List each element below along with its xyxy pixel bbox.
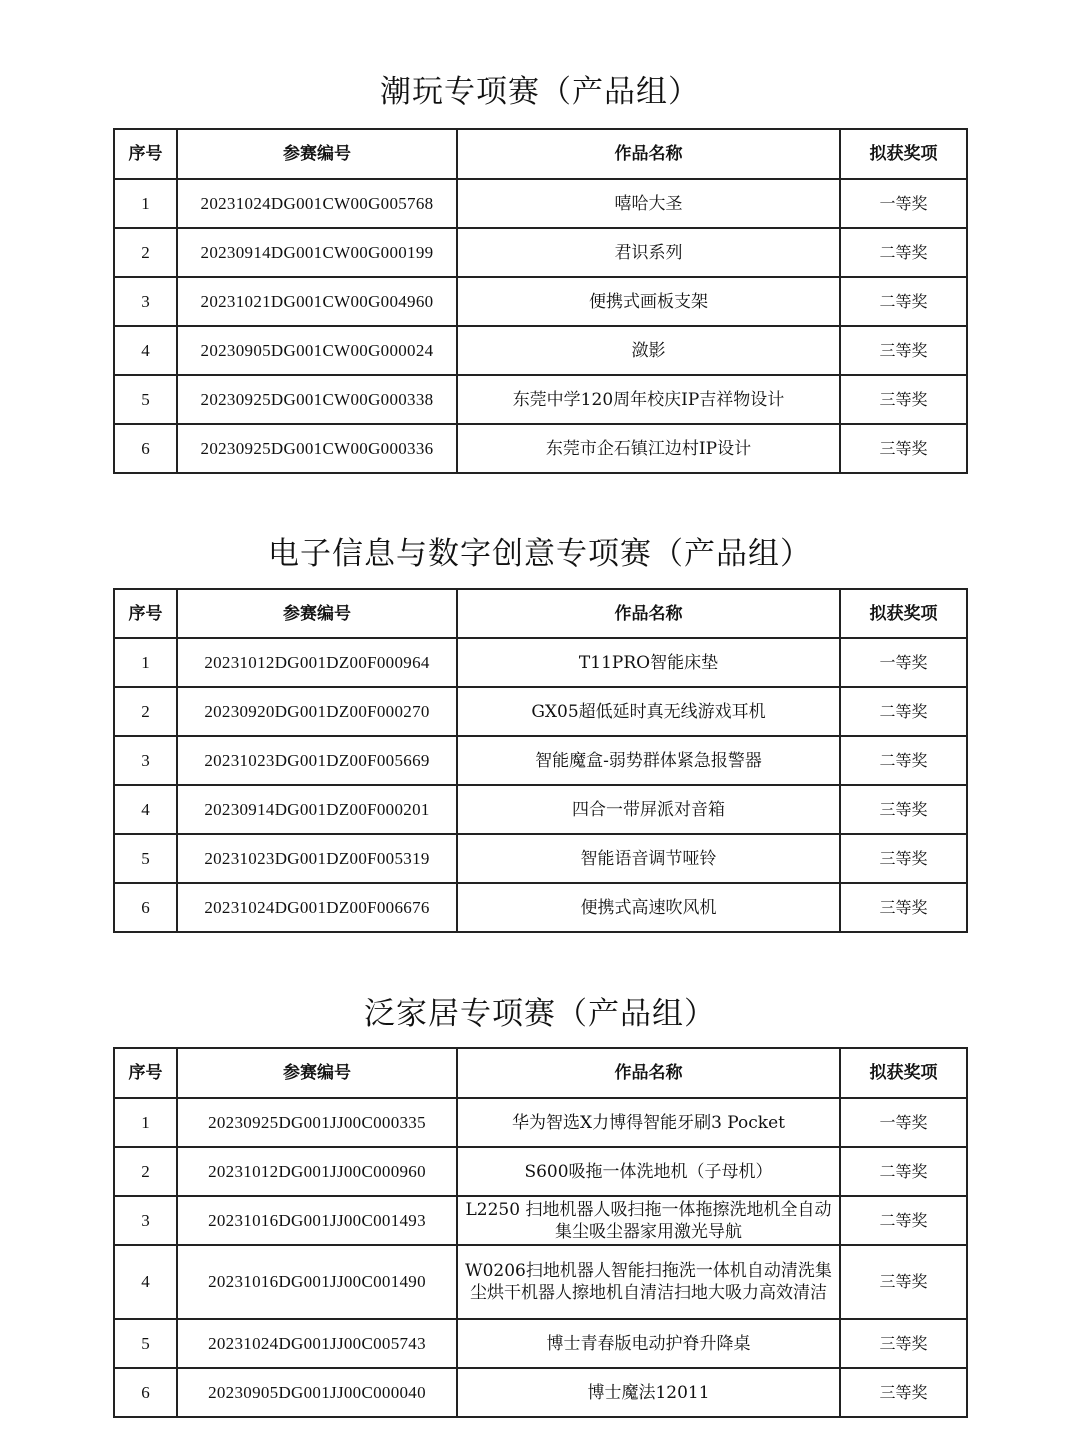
table-header-row: [114, 129, 967, 179]
row-code: 20230905DG001JJ00C000040: [177, 1368, 457, 1417]
table-row: [114, 834, 967, 883]
section-dianzi: [0, 532, 1080, 576]
award-table-dianzi: [113, 588, 968, 933]
table-row: [114, 1147, 967, 1196]
header-code: 参赛编号: [177, 589, 457, 638]
table-header-row: [114, 1048, 967, 1098]
row-award: 三等奖: [840, 1319, 967, 1368]
header-name: 作品名称: [457, 129, 840, 179]
row-award: 三等奖: [840, 375, 967, 424]
row-award: 二等奖: [840, 277, 967, 326]
section-title: 潮玩专项赛（产品组）: [380, 74, 700, 110]
table-header-row: [114, 589, 967, 638]
section-chaowan: [0, 70, 1080, 114]
row-name: 潋影: [457, 326, 840, 375]
section-title: 泛家居专项赛（产品组）: [364, 996, 716, 1032]
table-row: [114, 228, 967, 277]
row-code: 20231023DG001DZ00F005319: [177, 834, 457, 883]
row-award: 三等奖: [840, 883, 967, 932]
row-index: 2: [114, 687, 177, 736]
award-table-chaowan: [113, 128, 968, 474]
table-row: [114, 1196, 967, 1245]
row-index: 4: [114, 785, 177, 834]
row-index: 2: [114, 1147, 177, 1196]
row-code: 20230914DG001CW00G000199: [177, 228, 457, 277]
row-index: 6: [114, 424, 177, 473]
row-award: 一等奖: [840, 638, 967, 687]
table-row: [114, 883, 967, 932]
row-index: 3: [114, 736, 177, 785]
row-index: 2: [114, 228, 177, 277]
table-row: [114, 785, 967, 834]
row-code: 20231024DG001CW00G005768: [177, 179, 457, 228]
row-name: 便携式高速吹风机: [457, 883, 840, 932]
table-row: [114, 1245, 967, 1319]
row-award: 三等奖: [840, 326, 967, 375]
row-code: 20230925DG001JJ00C000335: [177, 1098, 457, 1147]
row-code: 20231012DG001DZ00F000964: [177, 638, 457, 687]
row-code: 20231016DG001JJ00C001490: [177, 1245, 457, 1319]
row-code: 20230920DG001DZ00F000270: [177, 687, 457, 736]
row-index: 1: [114, 638, 177, 687]
row-code: 20231023DG001DZ00F005669: [177, 736, 457, 785]
row-award: 三等奖: [840, 1245, 967, 1319]
row-award: 三等奖: [840, 424, 967, 473]
row-index: 3: [114, 277, 177, 326]
row-award: 一等奖: [840, 1098, 967, 1147]
row-name: 君识系列: [457, 228, 840, 277]
table-row: [114, 1368, 967, 1417]
table-row: [114, 736, 967, 785]
row-index: 1: [114, 1098, 177, 1147]
row-code: 20231024DG001JJ00C005743: [177, 1319, 457, 1368]
row-name: W0206扫地机器人智能扫拖洗一体机自动清洗集尘烘干机器人擦地机自清洁扫地大吸力高效清洁: [457, 1245, 840, 1319]
table-row: [114, 375, 967, 424]
row-award: 三等奖: [840, 834, 967, 883]
row-index: 4: [114, 326, 177, 375]
header-index: 序号: [114, 1048, 177, 1098]
row-name: S600吸拖一体洗地机（子母机）: [457, 1147, 840, 1196]
row-award: 二等奖: [840, 228, 967, 277]
row-index: 6: [114, 1368, 177, 1417]
row-code: 20231024DG001DZ00F006676: [177, 883, 457, 932]
row-name: 博士魔法12011: [457, 1368, 840, 1417]
row-code: 20231021DG001CW00G004960: [177, 277, 457, 326]
row-award: 三等奖: [840, 785, 967, 834]
row-code: 20231016DG001JJ00C001493: [177, 1196, 457, 1245]
row-award: 二等奖: [840, 687, 967, 736]
table-row: [114, 179, 967, 228]
row-index: 1: [114, 179, 177, 228]
row-code: 20230925DG001CW00G000338: [177, 375, 457, 424]
row-name: T11PRO智能床垫: [457, 638, 840, 687]
row-name: 东莞中学120周年校庆IP吉祥物设计: [457, 375, 840, 424]
header-name: 作品名称: [457, 589, 840, 638]
row-index: 4: [114, 1245, 177, 1319]
table-row: [114, 1319, 967, 1368]
row-name: GX05超低延时真无线游戏耳机: [457, 687, 840, 736]
row-name: 智能魔盒-弱势群体紧急报警器: [457, 736, 840, 785]
row-name: 四合一带屏派对音箱: [457, 785, 840, 834]
row-code: 20230905DG001CW00G000024: [177, 326, 457, 375]
row-code: 20230925DG001CW00G000336: [177, 424, 457, 473]
row-name: 东莞市企石镇江边村IP设计: [457, 424, 840, 473]
table-row: [114, 638, 967, 687]
row-name: 博士青春版电动护脊升降桌: [457, 1319, 840, 1368]
row-award: 一等奖: [840, 179, 967, 228]
row-code: 20231012DG001JJ00C000960: [177, 1147, 457, 1196]
row-award: 二等奖: [840, 736, 967, 785]
row-index: 3: [114, 1196, 177, 1245]
table-row: [114, 687, 967, 736]
header-code: 参赛编号: [177, 1048, 457, 1098]
header-index: 序号: [114, 589, 177, 638]
row-index: 6: [114, 883, 177, 932]
header-award: 拟获奖项: [840, 589, 967, 638]
header-name: 作品名称: [457, 1048, 840, 1098]
row-name: 智能语音调节哑铃: [457, 834, 840, 883]
row-index: 5: [114, 1319, 177, 1368]
row-name: 便携式画板支架: [457, 277, 840, 326]
row-award: 三等奖: [840, 1368, 967, 1417]
header-award: 拟获奖项: [840, 1048, 967, 1098]
row-index: 5: [114, 375, 177, 424]
row-award: 二等奖: [840, 1147, 967, 1196]
header-award: 拟获奖项: [840, 129, 967, 179]
row-code: 20230914DG001DZ00F000201: [177, 785, 457, 834]
table-row: [114, 424, 967, 473]
row-award: 二等奖: [840, 1196, 967, 1245]
row-name: 嘻哈大圣: [457, 179, 840, 228]
award-table-fanjiaju: [113, 1047, 968, 1418]
table-row: [114, 326, 967, 375]
row-name: L2250 扫地机器人吸扫拖一体拖擦洗地机全自动集尘吸尘器家用激光导航: [457, 1196, 840, 1245]
table-row: [114, 277, 967, 326]
row-index: 5: [114, 834, 177, 883]
header-index: 序号: [114, 129, 177, 179]
section-title: 电子信息与数字创意专项赛（产品组）: [268, 536, 812, 572]
section-fanjiaju: [0, 992, 1080, 1036]
table-row: [114, 1098, 967, 1147]
header-code: 参赛编号: [177, 129, 457, 179]
row-name: 华为智选X力博得智能牙刷3 Pocket: [457, 1098, 840, 1147]
